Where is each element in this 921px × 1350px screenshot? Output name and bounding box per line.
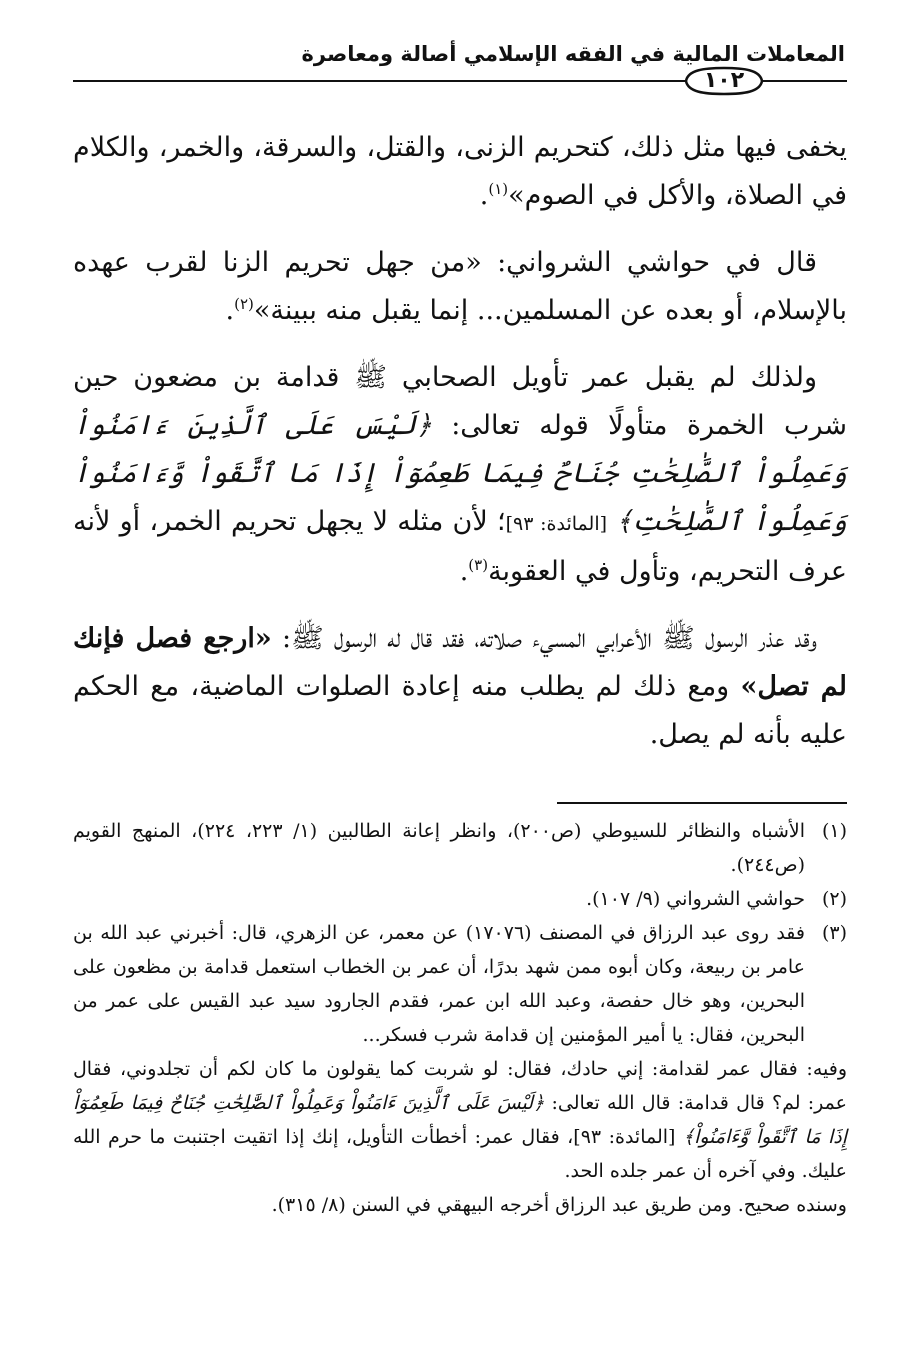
footnote-text-3: [73, 916, 805, 1052]
footnotes: [73, 814, 847, 1222]
main-text: [73, 124, 847, 778]
paragraph-2-text: قال في حواشي الشرواني: «من جهل تحريم الزنا لقرب عهده بالإسلام، أو بعده عن المسلمين... إنما يقبل منه ببينة»: [73, 247, 847, 326]
running-header-title: المعاملات المالية في الفقه الإسلامي أصالة ومعاصرة: [301, 42, 845, 66]
footnote-ref-2: (٢): [234, 295, 254, 313]
footnote-2: [73, 882, 847, 916]
paragraph-1-text: يخفى فيها مثل ذلك، كتحريم الزنى، والقتل، والسرقة، والخمر، والكلام في الصلاة، والأكل في الصوم»: [73, 132, 847, 211]
footnote-3-final-line: [73, 1188, 847, 1222]
paragraph-4: [73, 615, 847, 759]
footnote-number-3: (٣): [821, 922, 847, 944]
footnote-ref-1: (١): [488, 180, 509, 198]
footnote-number-1: (١): [821, 820, 847, 842]
footnote-3-part-3: [المائدة: ٩٣]، فقال عمر: أخطأت التأويل، إنك إذا اتقيت اجتنبت ما حرم الله عليك. وفي آخره أن عمر جلده الحد.: [73, 1126, 847, 1182]
page-number-badge: [680, 64, 768, 98]
paragraph-2: [73, 239, 847, 335]
footnote-3-part-2: وفيه: فقال عمر لقدامة: إني حادك، فقال: لو شربت كما يقولون ما كان لكم أن تجلدوني، فقال عمر: لم؟ قال قدامة: قال الله تعالى:: [73, 1058, 847, 1114]
hadith-quote: «ارجع فصل فإنك لم تصل»: [73, 623, 847, 702]
paragraph-3-end: .: [459, 556, 469, 587]
footnote-separator: [557, 802, 847, 804]
footnote-3: [73, 916, 847, 1052]
paragraph-4-text-rest: ومع ذلك لم يطلب منه إعادة الصلوات الماضية، مع الحكم عليه بأنه لم يصل.: [73, 671, 847, 750]
footnote-text-1: الأشباه والنظائر للسيوطي (ص٢٠٠)، وانظر إعانة الطالبين (١/ ٢٢٣، ٢٢٤)، المنهج القويم (ص٢٤٤).: [73, 820, 805, 876]
footnote-3-quran-verse: ﴿لَيْسَ عَلَى ٱلَّذِينَ ءَامَنُواْ وَعَمِلُواْ ٱلصَّٰلِحَٰتِ جُنَاحٌ فِيمَا طَعِمُوٓاْ إِذَا مَا ٱتَّقَواْ وَّءَامَنُواْ﴾: [73, 1092, 847, 1148]
footnote-text-2: حواشي الشرواني (٩/ ١٠٧).: [586, 888, 805, 910]
page-number: ١٠٢: [703, 68, 745, 93]
paragraph-3: [73, 354, 847, 596]
paragraph-3-text-start: ولذلك لم يقبل عمر تأويل الصحابي ﷺ قدامة بن مضعون حين شرب الخمرة متأولًا قوله تعالى:: [73, 362, 847, 441]
paragraph-4-text-start: وقد عذر الرسول ﷺ الأعرابي المسيء صلاته، فقد قال له الرسول ﷺ:: [281, 623, 817, 654]
footnote-3-part-4: وسنده صحيح. ومن طريق عبد الرزاق أخرجه البيهقي في السنن (٨/ ٣١٥).: [271, 1194, 847, 1216]
paragraph-3-text-rest: ؛ لأن مثله لا يجهل تحريم الخمر، أو لأنه عرف التحريم، وتأول في العقوبة: [73, 506, 847, 587]
footnote-3-part-1: فقد روى عبد الرزاق في المصنف (١٧٠٧٦) عن معمر، عن الزهري، قال: أخبرني عبد الله بن عامر بن ربيعة، وكان أبوه ممن شهد بدرًا، أن عمر بن الخطاب استعمل قدامة بن مظعون على البحرين، وهو خال حفصة، وعبد الله ابن عمر، فقدم الجارود سيد عبد القيس على عمر من البحرين، فقال: يا أمير المؤمنين إن قدامة شرب فسكر...: [73, 922, 806, 1046]
quran-reference: [المائدة: ٩٣]: [505, 513, 608, 535]
paragraph-1-end: .: [479, 180, 489, 211]
footnote-3-continuation: [73, 1052, 847, 1188]
footnote-number-2: (٢): [821, 888, 847, 910]
paragraph-1: [73, 124, 847, 220]
footnote-1: [73, 814, 847, 882]
footnote-ref-3: (٣): [468, 556, 489, 574]
paragraph-2-end: .: [225, 295, 235, 326]
quran-verse: ﴿لَيْسَ عَلَى ٱلَّذِينَ ءَامَنُواْ وَعَمِلُواْ ٱلصَّٰلِحَٰتِ جُنَاحٌ فِيمَا طَعِمُوٓاْ إِذَا مَا ٱتَّقَواْ وَّءَامَنُواْ وَعَمِلُواْ ٱلصَّٰلِحَٰتِ﴾: [73, 410, 848, 537]
